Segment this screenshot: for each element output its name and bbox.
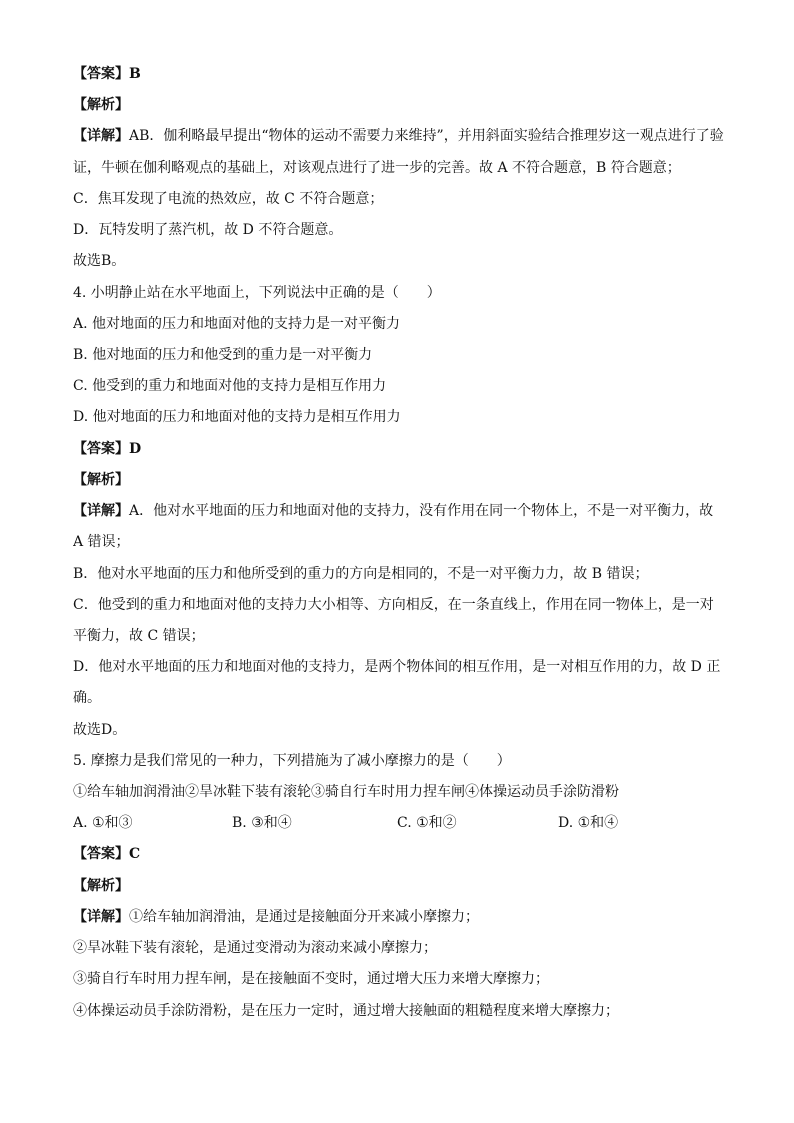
answer-line (73, 839, 735, 870)
option-d: D. ①和④ (558, 815, 619, 832)
option-b: B. 他对地面的压力和他受到的重力是一对平衡力 (73, 346, 373, 363)
detail-line: D．他对水平地面的压力和地面对他的支持力，是两个物体间的相互作用，是一对相互作用的力，故 D 正 (73, 659, 721, 676)
analysis-label: 【解析】 (73, 471, 129, 488)
analysis-heading (73, 871, 735, 902)
option-b: B. ③和④ (232, 815, 292, 832)
question-3-solution (73, 59, 735, 278)
detail-line: A 错误； (73, 534, 130, 551)
analysis-label: 【解析】 (73, 97, 129, 114)
answer-label: 【答案】 (73, 440, 129, 457)
question-items: ①给车轴加润滑油②旱冰鞋下装有滚轮③骑自行车时用力捏车闸④体操运动员手涂防滑粉 (73, 784, 619, 801)
question-5 (73, 746, 735, 1027)
detail-label: 【详解】 (73, 503, 129, 520)
analysis-heading (73, 90, 735, 121)
detail-line: C．焦耳发现了电流的热效应，故 C 不符合题意； (73, 190, 384, 207)
option-a: A. ①和③ (73, 815, 133, 832)
detail-text: AB．伽利略最早提出“物体的运动不需要力来维持”，并用斜面实验结合推理岁这一观点进行了验 (129, 128, 724, 145)
answer-value: D (129, 440, 142, 457)
answer-label: 【答案】 (73, 66, 129, 82)
option-a: A. 他对地面的压力和地面对他的支持力是一对平衡力 (73, 315, 401, 332)
question-4 (73, 278, 735, 746)
conclusion-line: 故选B。 (73, 253, 126, 270)
detail-line: 确。 (73, 690, 101, 707)
detail-line: D．瓦特发明了蒸汽机，故 D 不符合题意。 (73, 222, 343, 239)
analysis-heading (73, 465, 735, 496)
detail-line: B．他对水平地面的压力和他所受到的重力的方向是相同的，不是一对平衡力力，故 B 错误； (73, 565, 649, 582)
detail-line (73, 902, 735, 933)
answer-value: C (129, 846, 141, 863)
options-row (73, 808, 735, 839)
detail-line (73, 121, 735, 152)
answer-value: B (129, 66, 141, 82)
detail-text: A．他对水平地面的压力和地面对他的支持力，没有作用在同一个物体上，不是一对平衡力，故 (129, 503, 714, 520)
page-content (73, 59, 735, 1027)
option-c: C. 他受到的重力和地面对他的支持力是相互作用力 (73, 378, 387, 395)
detail-line: 平衡力，故 C 错误； (73, 627, 205, 644)
detail-line: ②旱冰鞋下装有滚轮，是通过变滑动为滚动来减小摩擦力； (73, 940, 437, 957)
conclusion-line: 故选D。 (73, 721, 127, 738)
question-stem: 5. 摩擦力是我们常见的一种力，下列措施为了减小摩擦力的是（ ） (73, 752, 511, 769)
detail-line: 证，牛顿在伽利略观点的基础上，对该观点进行了进一步的完善。故 A 不符合题意，B 符合题意； (73, 159, 681, 176)
question-stem: 4. 小明静止站在水平地面上，下列说法中正确的是（ ） (73, 284, 441, 301)
detail-line: ④体操运动员手涂防滑粉，是在压力一定时，通过增大接触面的粗糙程度来增大摩擦力； (73, 1002, 619, 1019)
answer-line (73, 434, 735, 465)
option-d: D. 他对地面的压力和地面对他的支持力是相互作用力 (73, 409, 401, 426)
detail-label: 【详解】 (73, 128, 129, 145)
answer-label: 【答案】 (73, 846, 129, 863)
analysis-label: 【解析】 (73, 877, 129, 894)
detail-line: ③骑自行车时用力捏车闸，是在接触面不变时，通过增大压力来增大摩擦力； (73, 971, 549, 988)
detail-text: ①给车轴加润滑油，是通过是接触面分开来减小摩擦力； (129, 908, 479, 925)
detail-line: C．他受到的重力和地面对他的支持力大小相等、方向相反，在一条直线上，作用在同一物体上，是一对 (73, 596, 714, 613)
option-c: C. ①和② (397, 815, 457, 832)
answer-line (73, 59, 735, 90)
detail-label: 【详解】 (73, 908, 129, 925)
detail-line (73, 496, 735, 527)
